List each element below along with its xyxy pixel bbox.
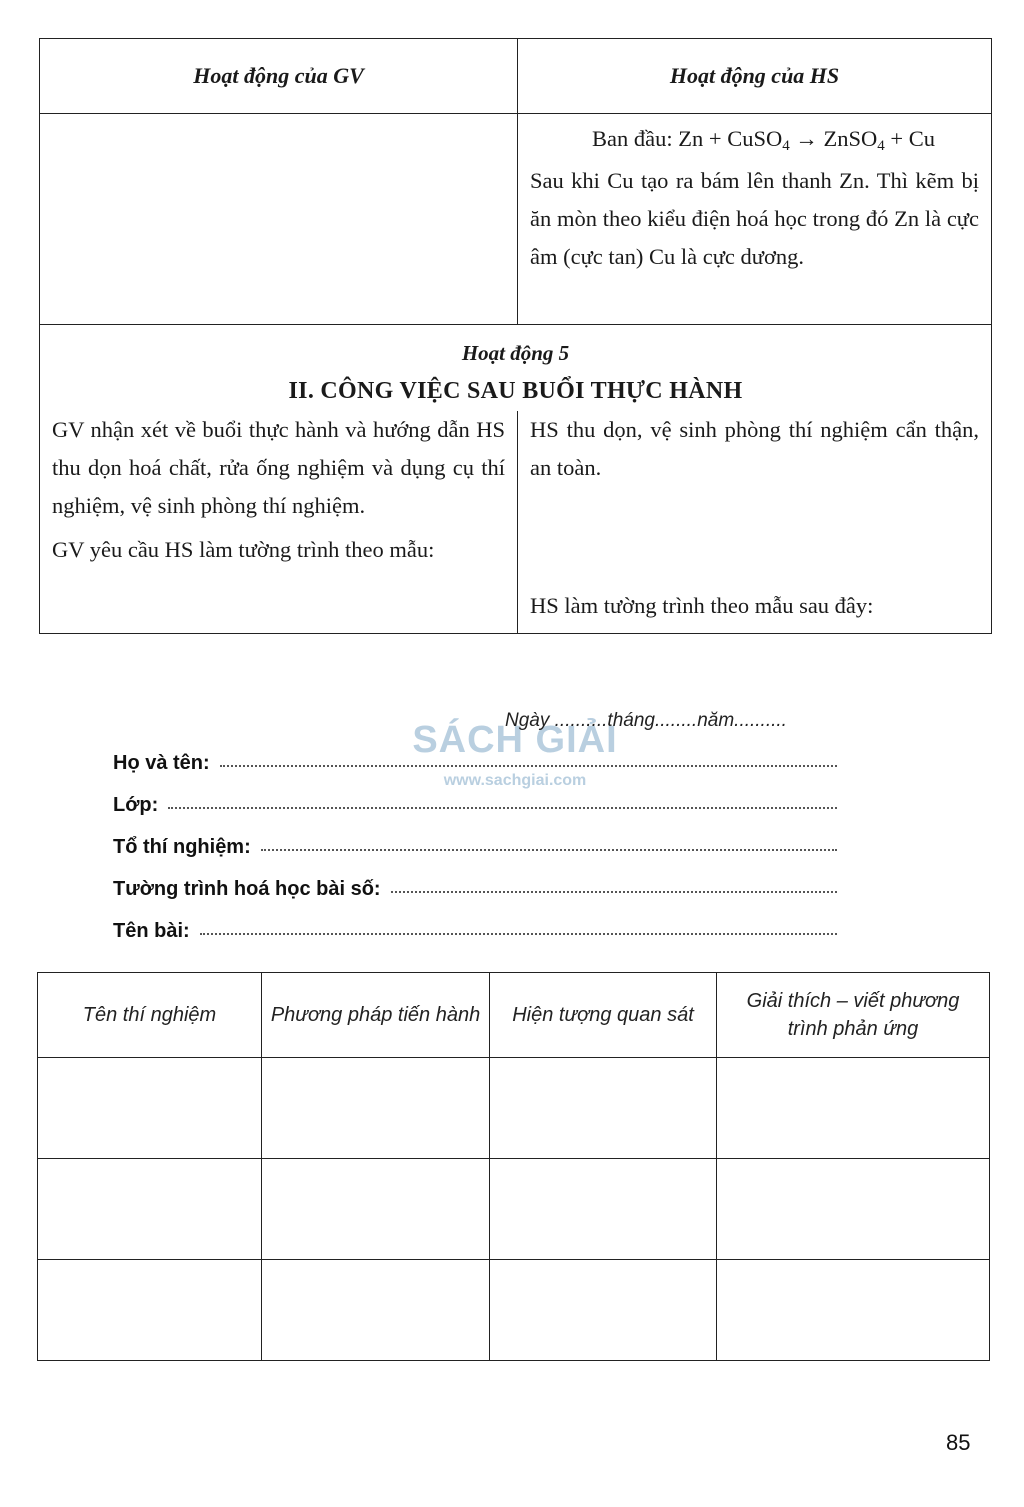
form-field-report-number bbox=[113, 878, 837, 901]
table-cell bbox=[490, 1058, 717, 1159]
hs-cell-cleanup bbox=[518, 411, 991, 633]
table-cell bbox=[490, 1260, 717, 1361]
form-field-title bbox=[113, 920, 837, 943]
table-cell bbox=[262, 1260, 490, 1361]
reaction-equation bbox=[530, 120, 979, 158]
date-line: Ngày ..........tháng........năm.......... bbox=[505, 710, 787, 731]
equation-prefix: Ban đầu: Zn + CuSO bbox=[592, 126, 783, 151]
corrosion-explanation: Sau khi Cu tạo ra bám lên thanh Zn. Thì kẽm bị ăn mòn theo kiểu điện hoá học trong đó Zn là cực âm (cực tan) Cu là cực dương. bbox=[530, 168, 979, 269]
form-dotted-line bbox=[261, 848, 837, 851]
form-label-name: Họ và tên: bbox=[113, 752, 210, 774]
hs-report-text: HS làm tường trình theo mẫu sau đây: bbox=[530, 593, 874, 618]
form-label-class: Lớp: bbox=[113, 794, 159, 816]
activity-row-1 bbox=[40, 114, 991, 325]
hs-cleanup-text: HS thu dọn, vệ sinh phòng thí nghiệm cẩn thận, an toàn. bbox=[530, 417, 979, 480]
hs-cell-reaction bbox=[518, 114, 991, 324]
activity-row-2 bbox=[40, 411, 991, 633]
table-cell bbox=[717, 1058, 990, 1159]
form-dotted-line bbox=[391, 890, 837, 893]
form-label-report-number: Tường trình hoá học bài số: bbox=[113, 878, 381, 900]
form-label-group: Tổ thí nghiệm: bbox=[113, 836, 251, 858]
watermark-brand: SÁCH GIẢI bbox=[412, 719, 618, 761]
table-cell bbox=[262, 1159, 490, 1260]
table-cell bbox=[490, 1159, 717, 1260]
header-hs-activity: Hoạt động của HS bbox=[669, 63, 840, 88]
table-cell bbox=[38, 1260, 262, 1361]
page-number: 85 bbox=[946, 1430, 971, 1455]
table-row bbox=[38, 1058, 990, 1159]
table-cell bbox=[262, 1058, 490, 1159]
activity-table-header bbox=[40, 39, 991, 114]
table-cell bbox=[717, 1159, 990, 1260]
equation-subscript-2: 4 bbox=[877, 138, 885, 154]
equation-arrow: → bbox=[789, 126, 824, 151]
table-cell bbox=[717, 1260, 990, 1361]
form-dotted-line bbox=[168, 806, 837, 809]
equation-product: ZnSO bbox=[823, 126, 878, 151]
equation-subscript-1: 4 bbox=[782, 138, 790, 154]
table-cell bbox=[38, 1058, 262, 1159]
table-row bbox=[38, 1159, 990, 1260]
form-dotted-line bbox=[220, 764, 837, 767]
gv-cell-cleanup bbox=[40, 411, 518, 633]
col-header-explanation: Giải thích – viết phương trình phản ứng bbox=[717, 973, 990, 1058]
table-cell bbox=[38, 1159, 262, 1260]
gv-report-request-text: GV yêu cầu HS làm tường trình theo mẫu: bbox=[52, 537, 435, 562]
col-header-method: Phương pháp tiến hành bbox=[262, 973, 490, 1058]
header-gv-activity: Hoạt động của GV bbox=[40, 39, 518, 113]
table-row bbox=[38, 1260, 990, 1361]
col-header-observation: Hiện tượng quan sát bbox=[490, 973, 717, 1058]
col-header-experiment-name: Tên thí nghiệm bbox=[38, 973, 262, 1058]
gv-cell-empty bbox=[40, 114, 518, 324]
activity-table bbox=[39, 38, 992, 634]
equation-suffix: + Cu bbox=[884, 126, 935, 151]
form-dotted-line bbox=[200, 932, 837, 935]
form-field-group bbox=[113, 836, 837, 859]
activity-5-title: Hoạt động 5 bbox=[461, 341, 570, 365]
form-label-title: Tên bài: bbox=[113, 920, 190, 942]
watermark-url: www.sachgiai.com bbox=[443, 772, 587, 789]
gv-cleanup-text: GV nhận xét về buổi thực hành và hướng dẫn HS thu dọn hoá chất, rửa ống nghiệm và dụng cụ thí nghiệm, vệ sinh phòng thí nghiệm. bbox=[52, 417, 505, 518]
form-field-class bbox=[113, 794, 837, 817]
experiment-report-table bbox=[37, 972, 990, 1361]
form-field-name bbox=[113, 752, 837, 775]
report-table-header-row bbox=[38, 973, 990, 1058]
section-title: II. CÔNG VIỆC SAU BUỔI THỰC HÀNH bbox=[288, 378, 743, 404]
